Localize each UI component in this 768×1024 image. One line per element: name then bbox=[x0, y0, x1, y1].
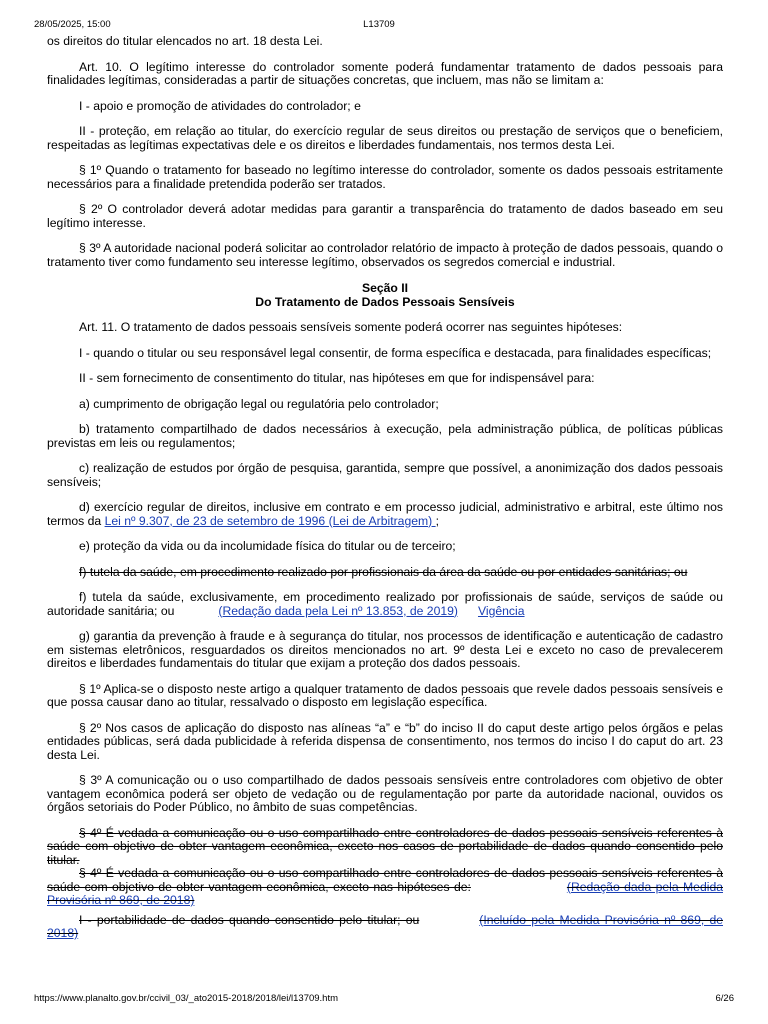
art-11-alinea-a: a) cumprimento de obrigação legal ou regulatória pelo controlador; bbox=[79, 396, 439, 411]
art-11-alinea-d bbox=[47, 501, 723, 528]
source-url: https://www.planalto.gov.br/ccivil_03/_ato2015-2018/2018/lei/l13709.htm bbox=[34, 993, 339, 1004]
page-footer bbox=[34, 993, 734, 1005]
vigencia-link[interactable]: Vigência bbox=[477, 603, 525, 618]
inciso-i-mp-text: I - portabilidade de dados quando consentido pelo titular; ou bbox=[79, 912, 420, 927]
incluido-mp-869-link[interactable]: (Incluído pela Medida Provisória nº 869, de 2018) bbox=[47, 912, 723, 940]
lei-arbitragem-link[interactable]: Lei nº 9.307, de 23 de setembro de 1996 (Lei de Arbitragem) bbox=[104, 513, 436, 528]
art-11-paragrafo-2: § 2º Nos casos de aplicação do disposto nas alíneas “a” e “b” do inciso II do caput deste artigo pelos órgãos e pelas entidades públicas, será dada publicidade à referida dispensa de consentimento, nos termos do inciso I do caput do art. 23 desta Lei. bbox=[47, 720, 723, 762]
art-11-inciso-ii: II - sem fornecimento de consentimento do titular, nas hipóteses em que for indispensável para: bbox=[79, 371, 595, 385]
art-11-alinea-g: g) garantia da prevenção à fraude e à segurança do titular, nos processos de identificação e autenticação de cadastro em sistemas eletrônicos, resguardados os direitos mencionados no art. 9º desta Lei e exceto no caso de prevalecerem direitos e liberdades fundamentais do titular que exijam a proteção dos dados pessoais. bbox=[47, 629, 723, 670]
art-10-caput: Art. 10. O legítimo interesse do controlador somente poderá fundamentar tratamento de dados pessoais para finalidades legítimas, consideradas a partir de situações concretas, que incluem, mas não se limitam a: bbox=[47, 59, 723, 87]
art-11-paragrafo-4-inciso-i-revoked bbox=[47, 914, 723, 941]
art-11-alinea-b: b) tratamento compartilhado de dados necessários à execução, pela administração pública, de políticas públicas previstas em leis ou regulamentos; bbox=[47, 422, 723, 450]
art-11-alinea-e: e) proteção da vida ou da incolumidade física do titular ou de terceiro; bbox=[79, 539, 456, 553]
paragrafo-4-mp-text: § 4º É vedada a comunicação ou o uso compartilhado entre controladores de dados pessoais sensíveis referentes à saúde com objetivo de obter vantagem econômica, exceto nas hipóteses de: bbox=[47, 866, 723, 894]
section-number: Seção II bbox=[361, 281, 409, 295]
art-11-alinea-f bbox=[47, 591, 723, 618]
art-11-inciso-i: I - quando o titular ou seu responsável legal consentir, de forma específica e destacada, para finalidades específicas; bbox=[79, 345, 712, 360]
document-body bbox=[47, 35, 723, 941]
art-11-alinea-c: c) realização de estudos por órgão de pesquisa, garantida, sempre que possível, a anonimização dos dados pessoais sensíveis; bbox=[47, 461, 723, 489]
print-datetime: 28/05/2025, 15:00 bbox=[34, 19, 111, 30]
redacao-mp-869-link[interactable]: (Redação dada pela Medida Provisória nº 869, de 2018) bbox=[47, 879, 723, 907]
section-title: Do Tratamento de Dados Pessoais Sensíveis bbox=[255, 295, 515, 309]
art-10-paragrafo-3: § 3º A autoridade nacional poderá solicitar ao controlador relatório de impacto à proteção de dados pessoais, quando o tratamento tiver como fundamento seu interesse legítimo, observados os segredos comercial e industrial. bbox=[47, 241, 723, 269]
document-title: L13709 bbox=[363, 19, 395, 30]
section-heading bbox=[47, 281, 723, 309]
page-header bbox=[34, 19, 724, 31]
art-10-inciso-i: I - apoio e promoção de atividades do controlador; e bbox=[79, 98, 361, 113]
art-11-paragrafo-4-revoked-mp bbox=[47, 867, 723, 908]
alinea-d-text: d) exercício regular de direitos, inclusive em contrato e em processo judicial, administrativo e arbitral, este último nos termos da bbox=[47, 500, 723, 528]
alinea-f-text: f) tutela da saúde, exclusivamente, em procedimento realizado por profissionais de saúde, serviços de saúde ou autoridade sanitária; ou bbox=[47, 590, 723, 618]
art-11-alinea-f-revoked: f) tutela da saúde, em procedimento realizado por profissionais da área da saúde ou por entidades sanitárias; ou bbox=[79, 564, 688, 579]
art-11-paragrafo-4-revoked: § 4º É vedada a comunicação ou o uso compartilhado entre controladores de dados pessoais sensíveis referentes à saúde com objetivo de obter vantagem econômica, exceto nos casos de portabilidade de dados quando consentido pelo titular. bbox=[47, 825, 723, 867]
art-11-paragrafo-3: § 3º A comunicação ou o uso compartilhado de dados pessoais sensíveis entre controladores com objetivo de obter vantagem econômica poderá ser objeto de vedação ou de regulamentação por parte da autoridade nacional, ouvidos os órgãos setoriais do Poder Público, no âmbito de suas competências. bbox=[47, 773, 723, 814]
art-10-paragrafo-1: § 1º Quando o tratamento for baseado no legítimo interesse do controlador, somente os dados pessoais estritamente necessários para a finalidade pretendida poderão ser tratados. bbox=[47, 163, 723, 191]
art-11-caput: Art. 11. O tratamento de dados pessoais sensíveis somente poderá ocorrer nas seguintes hipóteses: bbox=[79, 320, 623, 334]
alinea-d-end: ; bbox=[435, 513, 439, 528]
art-10-paragrafo-2: § 2º O controlador deverá adotar medidas para garantir a transparência do tratamento de dados baseado em seu legítimo interesse. bbox=[47, 202, 723, 230]
art-10-inciso-ii: II - proteção, em relação ao titular, do exercício regular de seus direitos ou prestação de serviços que o beneficiem, respeitadas as legítimas expectativas dele e os direitos e liberdades fundamentais, nos termos desta Lei. bbox=[47, 124, 723, 152]
page-number: 6/26 bbox=[715, 993, 734, 1004]
redacao-lei-13853-link[interactable]: (Redação dada pela Lei nº 13.853, de 2019) bbox=[218, 603, 458, 618]
art-11-paragrafo-1: § 1º Aplica-se o disposto neste artigo a qualquer tratamento de dados pessoais que revele dados pessoais sensíveis e que possa causar dano ao titular, ressalvado o disposto em legislação específica. bbox=[47, 681, 723, 709]
paragraph-continuation: os direitos do titular elencados no art. 18 desta Lei. bbox=[47, 34, 323, 48]
